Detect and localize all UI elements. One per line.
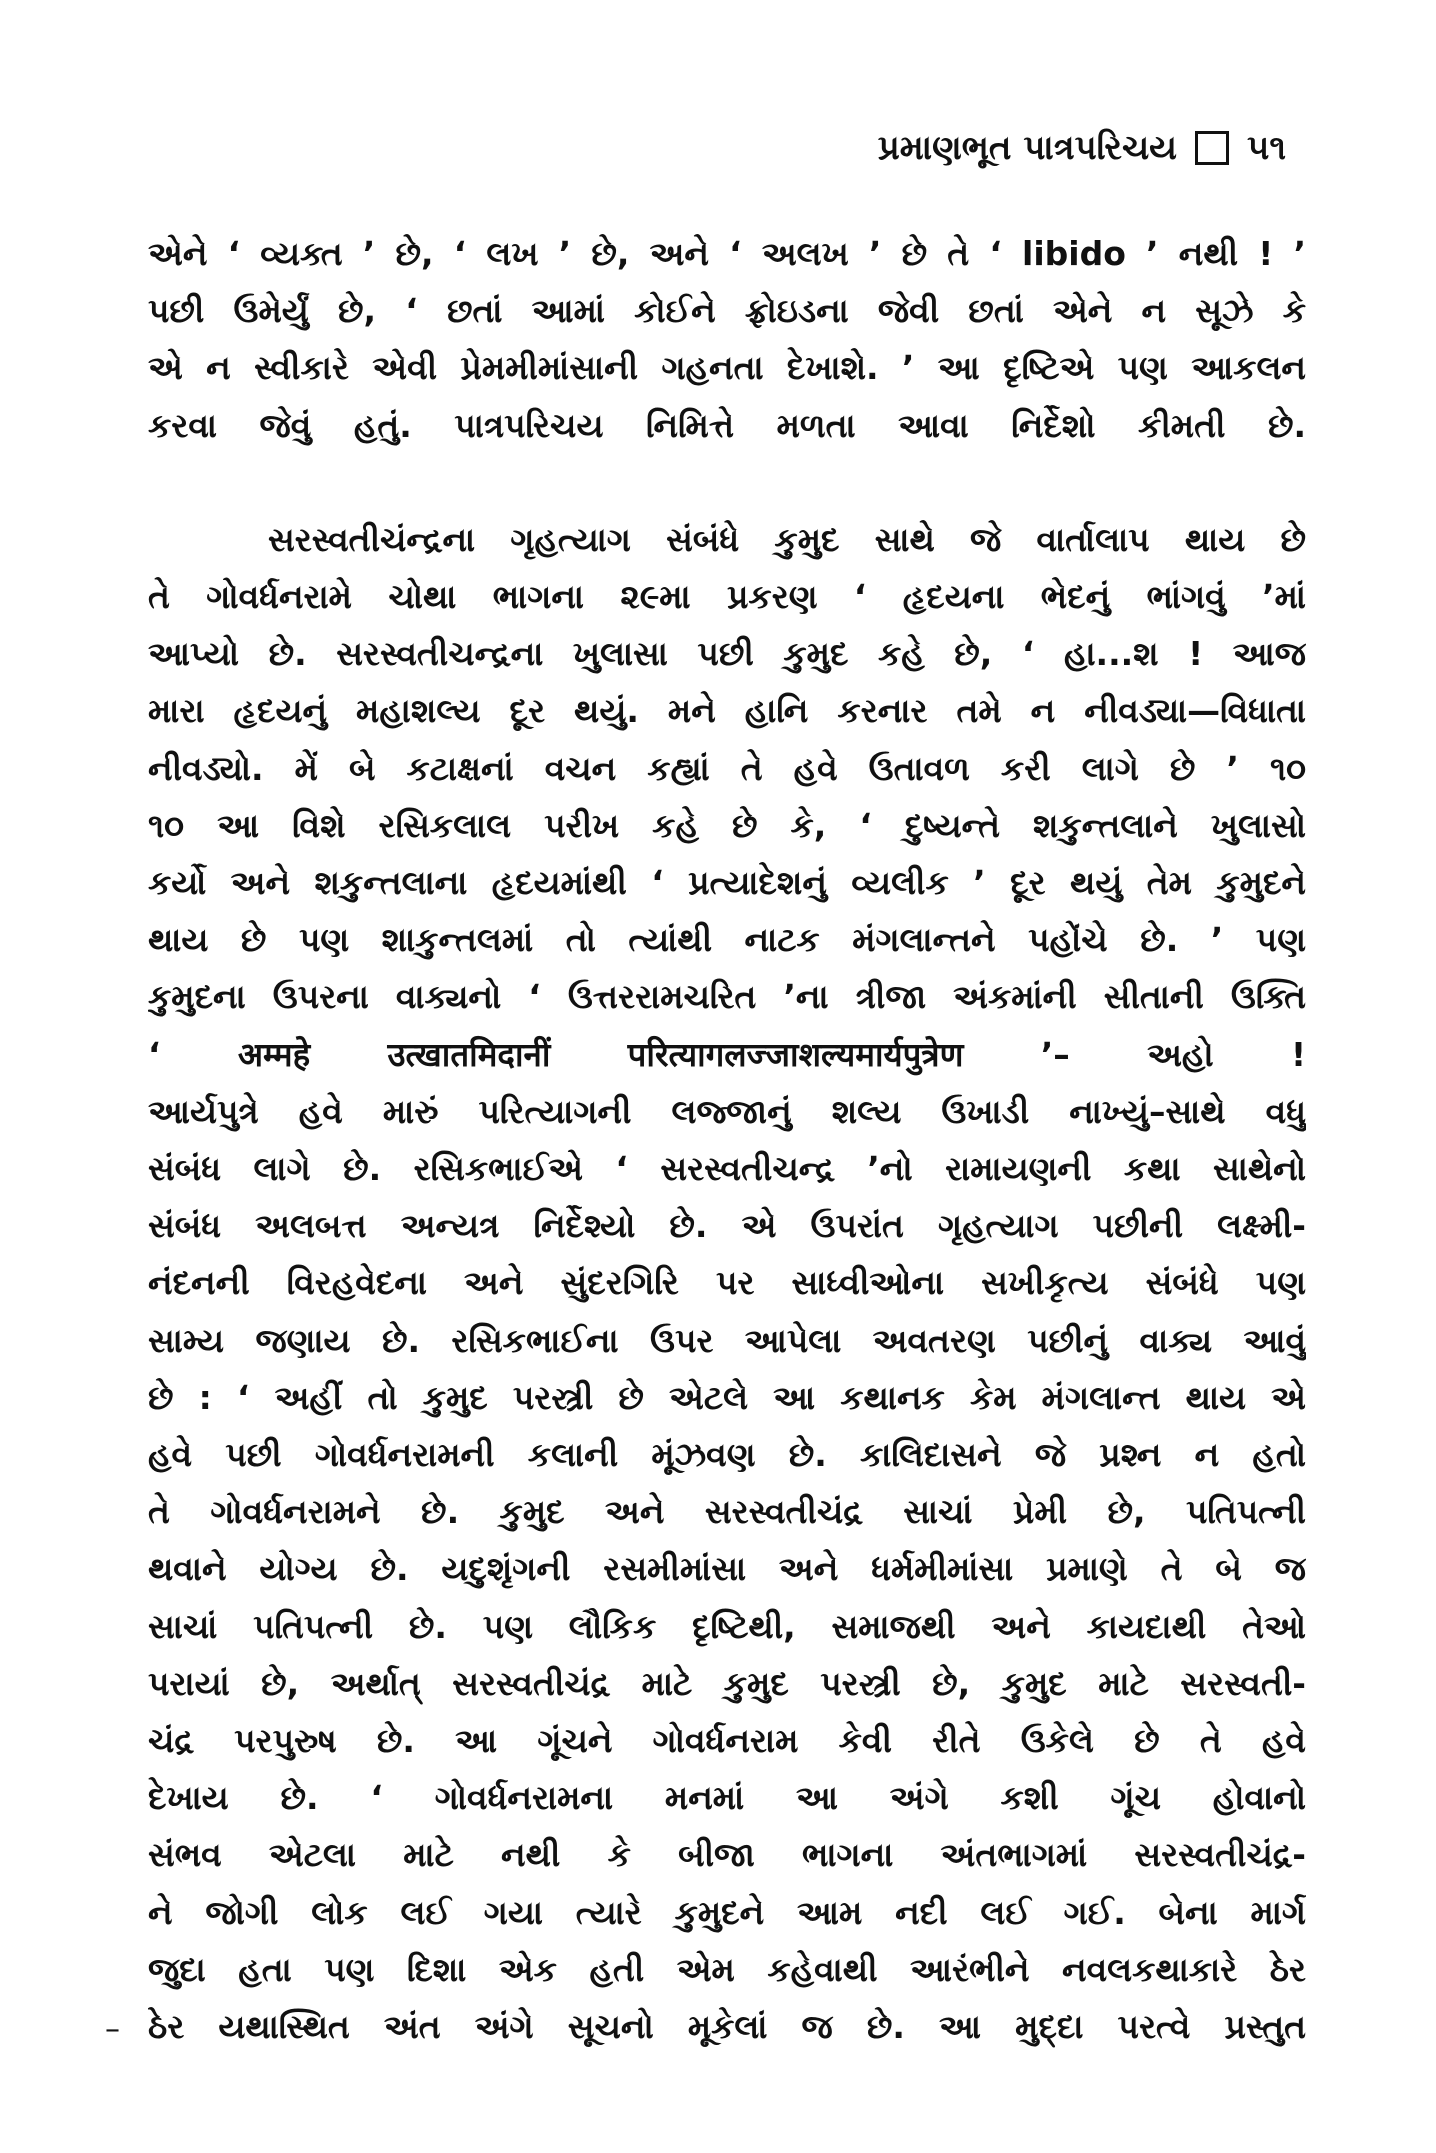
text-line: સાચાં પતિપત્ની છે. પણ લૌકિક દૃષ્ટિથી, સમાજથી અને કાયદાથી તેઓ bbox=[148, 1606, 1306, 1646]
text-line: કુમુદના ઉપરના વાક્યનો ‘ ઉત્તરરામચરિત ’ના ત્રીજા અંકમાંની સીતાની ઉક્તિ bbox=[148, 977, 1306, 1017]
text-line: ને જોગી લોક લઈ ગયા ત્યારે કુમુદને આમ નદી લઈ ગઈ. બેના માર્ગ bbox=[148, 1892, 1306, 1932]
text-line: દેખાય છે. ‘ ગોવર્ધનરામના મનમાં આ અંગે કશી ગૂંચ હોવાનો bbox=[148, 1778, 1306, 1818]
text-line: આપ્યો છે. સરસ્વતીચન્દ્રના ખુલાસા પછી કુમુદ કહે છે, ‘ હા...શ ! આજ bbox=[148, 634, 1306, 674]
text-line: એ ન સ્વીકારે એવી પ્રેમમીમાંસાની ગહનતા દેખાશે. ’ આ દૃષ્ટિએ પણ આકલન bbox=[148, 348, 1306, 388]
text-line: તે ગોવર્ધનરામે ચોથા ભાગના ૨૯મા પ્રકરણ ‘ હૃદયના ભેદનું ભાંગવું ’માં bbox=[148, 577, 1306, 617]
text-line: નીવડ્યો. મેં બે કટાક્ષનાં વચન કહ્યાં તે હવે ઉતાવળ કરી લાગે છે ’ ૧૦ bbox=[148, 748, 1306, 788]
text-line: એને ‘ વ્યક્ત ’ છે, ‘ લખ ’ છે, અને ‘ અલખ ’ છે તે ‘ libido ’ નથી ! ’ bbox=[148, 234, 1306, 273]
text-line: ૧૦ આ વિશે રસિકલાલ પરીખ કહે છે કે, ‘ દુષ્યન્તે શકુન્તલાને ખુલાસો bbox=[148, 805, 1306, 845]
text-line: થાય છે પણ શાકુન્તલમાં તો ત્યાંથી નાટક મંગલાન્તને પહોંચે છે. ’ પણ bbox=[148, 920, 1306, 960]
text-line: સંબંધ લાગે છે. રસિકભાઈએ ‘ સરસ્વતીચન્દ્ર ’નો રામાયણની કથા સાથેનો bbox=[148, 1149, 1306, 1189]
text-line: સંબંધ અલબત્ત અન્યત્ર નિર્દેશ્યો છે. એ ઉપરાંત ગૃહત્યાગ પછીની લક્ષ્મી- bbox=[148, 1206, 1306, 1246]
text-line: કર્યો અને શકુન્તલાના હૃદયમાંથી ‘ પ્રત્યાદેશનું વ્યલીક ’ દૂર થયું તેમ કુમુદને bbox=[148, 863, 1306, 903]
text-line: જુદા હતા પણ દિશા એક હતી એમ કહેવાથી આરંભીને નવલકથાકારે ઠેર bbox=[148, 1949, 1306, 1989]
text-line: ચંદ્ર પરપુરુષ છે. આ ગૂંચને ગોવર્ધનરામ કેવી રીતે ઉકેલે છે તે હવે bbox=[148, 1721, 1306, 1761]
square-box-icon bbox=[1195, 131, 1229, 165]
text-line: સામ્ય જણાય છે. રસિકભાઈના ઉપર આપેલા અવતરણ પછીનું વાક્ય આવું bbox=[148, 1320, 1306, 1360]
text-line: થવાને યોગ્ય છે. યદુશૃંગની રસમીમાંસા અને ધર્મમીમાંસા પ્રમાણે તે બે જ bbox=[148, 1549, 1306, 1589]
text-line: ઠેર યથાસ્થિત અંત અંગે સૂચનો મૂકેલાં જ છે. આ મુદ્દા પરત્વે પ્રસ્તુત bbox=[148, 2007, 1306, 2047]
running-title: પ્રમાણભૂત પાત્રપરિચય bbox=[877, 128, 1177, 168]
text-line: નંદનની વિરહવેદના અને સુંદરગિરિ પર સાધ્વીઓના સખીકૃત્ય સંબંધે પણ bbox=[148, 1263, 1306, 1303]
text-line: મારા હૃદયનું મહાશલ્ય દૂર થયું. મને હાનિ કરનાર તમે ન નીવડ્યા—વિધાતા bbox=[148, 691, 1306, 731]
page-number: ૫૧ bbox=[1247, 128, 1286, 168]
text-line: કરવા જેવું હતું. પાત્રપરિચય નિમિત્તે મળતા આવા નિર્દેશો કીમતી છે. bbox=[148, 405, 1306, 445]
text-line: આર્યપુત્રે હવે મારું પરિત્યાગની લજ્જાનું શલ્ય ઉખાડી નાખ્યું–સાથે વધુ bbox=[148, 1091, 1306, 1131]
sanskrit-quote-line: ‘ अम्महे उत्खातमिदानीं परित्यागलज्जाशल्यमार्यपुत्रेण ’– અહો ! bbox=[148, 1034, 1306, 1074]
text-line: સરસ્વતીચંન્દ્રના ગૃહત્યાગ સંબંધે કુમુદ સાથે જે વાર્તાલાપ થાય છે bbox=[268, 519, 1306, 559]
text-line: પરાયાં છે, અર્થાત્ સરસ્વતીચંદ્ર માટે કુમુદ પરસ્ત્રી છે, કુમુદ માટે સરસ્વતી- bbox=[148, 1663, 1306, 1703]
text-line: પછી ઉમેર્યું છે, ‘ છતાં આમાં કોઈને ફ્રોઇડના જેવી છતાં એને ન સૂઝે કે bbox=[148, 291, 1306, 331]
margin-mark: – bbox=[105, 2012, 120, 2047]
paragraph-1 bbox=[148, 225, 1306, 454]
paragraph-spacer bbox=[148, 454, 1306, 511]
paragraph-2 bbox=[148, 511, 1306, 2055]
running-header bbox=[878, 128, 1286, 168]
text-line: છે : ‘ અહીં તો કુમુદ પરસ્ત્રી છે એટલે આ કથાનક કેમ મંગલાન્ત થાય એ bbox=[148, 1377, 1306, 1417]
text-line: સંભવ એટલા માટે નથી કે બીજા ભાગના અંતભાગમાં સરસ્વતીચંદ્ર- bbox=[148, 1835, 1306, 1875]
text-line: તે ગોવર્ધનરામને છે. કુમુદ અને સરસ્વતીચંદ્ર સાચાં પ્રેમી છે, પતિપત્ની bbox=[148, 1492, 1306, 1532]
text-line: હવે પછી ગોવર્ધનરામની કલાની મૂંઝવણ છે. કાલિદાસને જે પ્રશ્ન ન હતો bbox=[148, 1435, 1306, 1475]
body-text bbox=[148, 225, 1306, 2055]
